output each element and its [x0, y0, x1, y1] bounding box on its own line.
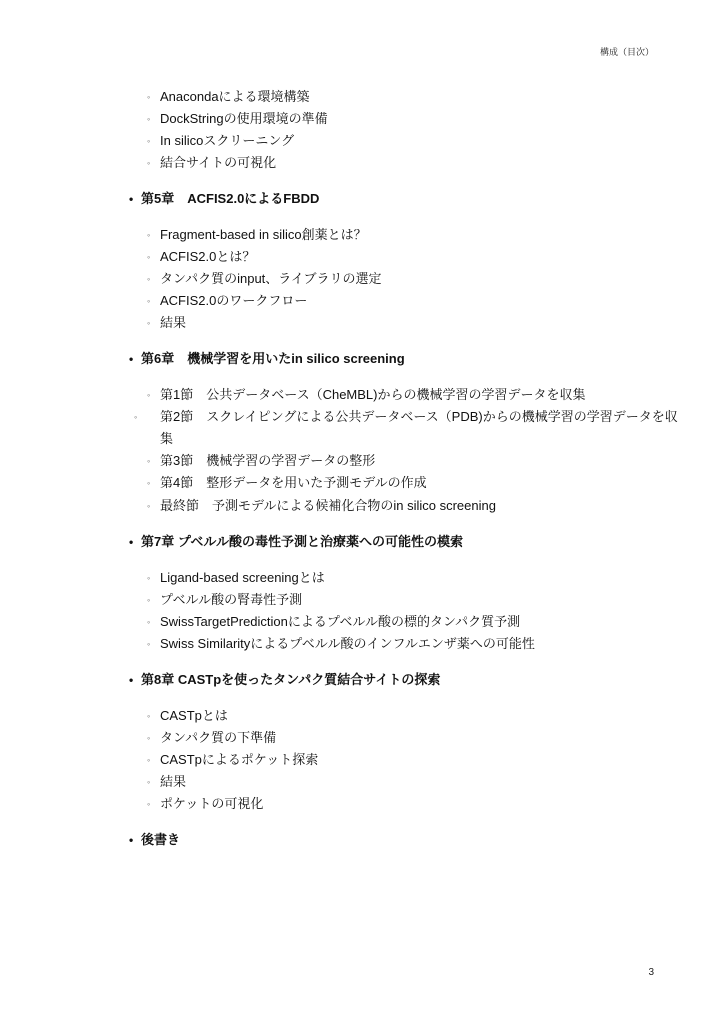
bullet-icon: •: [129, 192, 134, 206]
hollow-bullet-icon: ◦: [147, 501, 151, 511]
toc-item: ◦ Fragment-based in silico創薬とは？: [147, 224, 367, 246]
hollow-bullet-icon: ◦: [147, 158, 151, 168]
hollow-bullet-icon: ◦: [147, 755, 151, 765]
toc-item: ◦ 第1節 公共データベース（CheMBL)からの機械学習の学習データを収集: [147, 384, 586, 406]
toc-item: ◦ Ligand-based screeningとは: [147, 567, 325, 589]
chapter-heading-5: • 第5章 ACFIS2.0によるFBDD: [129, 188, 319, 210]
toc-item: ◦ ポケットの可視化: [147, 793, 263, 815]
toc-item: ◦ 第4節 整形データを用いた予測モデルの作成: [147, 472, 427, 494]
hollow-bullet-icon: ◦: [147, 274, 151, 284]
hollow-bullet-icon: ◦: [147, 777, 151, 787]
chapter-heading-6: • 第6章 機械学習を用いたin silico screening: [129, 348, 405, 370]
chapter-heading-7: • 第7章 プベルル酸の毒性予測と治療薬への可能性の模索: [129, 531, 463, 553]
toc-item: ◦ DockStringの使用環境の準備: [147, 108, 328, 130]
hollow-bullet-icon: ◦: [147, 390, 151, 400]
toc-item: ◦ In silicoスクリーニング: [147, 130, 294, 152]
bullet-icon: •: [129, 352, 134, 366]
hollow-bullet-icon: ◦: [147, 136, 151, 146]
bullet-icon: •: [129, 673, 134, 687]
toc-item: ◦ 最終節 予測モデルによる候補化合物のin silico screening: [147, 495, 496, 517]
toc-item: ◦ プベルル酸の腎毒性予測: [147, 589, 302, 611]
toc-item: ◦ SwissTargetPredictionによるプベルル酸の標的タンパク質予測: [147, 611, 520, 633]
toc-item: ◦ CASTpとは: [147, 705, 228, 727]
hollow-bullet-icon: ◦: [147, 252, 151, 262]
hollow-bullet-icon: ◦: [147, 617, 151, 627]
toc-item: ◦ タンパク質の下準備: [147, 727, 276, 749]
hollow-bullet-icon: ◦: [147, 799, 151, 809]
page-number: 3: [648, 967, 654, 978]
toc-item: ◦ タンパク質のinput、ライブラリの選定: [147, 268, 382, 290]
hollow-bullet-icon: ◦: [147, 573, 151, 583]
toc-item: ◦ 第2節 スクレイピングによる公共データベース（PDB)からの機械学習の学習データを収集: [147, 406, 680, 450]
hollow-bullet-icon: ◦: [147, 639, 151, 649]
hollow-bullet-icon: ◦: [147, 595, 151, 605]
hollow-bullet-icon: ◦: [147, 456, 151, 466]
bullet-icon: •: [129, 535, 134, 549]
hollow-bullet-icon: ◦: [134, 412, 138, 422]
hollow-bullet-icon: ◦: [147, 92, 151, 102]
hollow-bullet-icon: ◦: [147, 733, 151, 743]
hollow-bullet-icon: ◦: [147, 230, 151, 240]
hollow-bullet-icon: ◦: [147, 296, 151, 306]
toc-item: ◦ ACFIS2.0とは？: [147, 246, 255, 268]
toc-item: ◦ Anacondaによる環境構築: [147, 86, 310, 108]
page-header-title: 構成（目次）: [599, 47, 654, 57]
hollow-bullet-icon: ◦: [147, 478, 151, 488]
hollow-bullet-icon: ◦: [147, 318, 151, 328]
toc-item: ◦ 結合サイトの可視化: [147, 152, 276, 174]
chapter-heading-8: • 第8章 CASTpを使ったタンパク質結合サイトの探索: [129, 669, 440, 691]
toc-item: ◦ 第3節 機械学習の学習データの整形: [147, 450, 375, 472]
hollow-bullet-icon: ◦: [147, 114, 151, 124]
toc-item: ◦ 結果: [147, 771, 186, 793]
bullet-icon: •: [129, 833, 134, 847]
hollow-bullet-icon: ◦: [147, 711, 151, 721]
chapter-heading-afterword: • 後書き: [129, 829, 180, 851]
toc-item: ◦ CASTpによるポケット探索: [147, 749, 318, 771]
toc-item: ◦ 結果: [147, 312, 186, 334]
toc-item: ◦ Swiss Similarityによるプベルル酸のインフルエンザ薬への可能性: [147, 633, 535, 655]
toc-item: ◦ ACFIS2.0のワークフロー: [147, 290, 307, 312]
